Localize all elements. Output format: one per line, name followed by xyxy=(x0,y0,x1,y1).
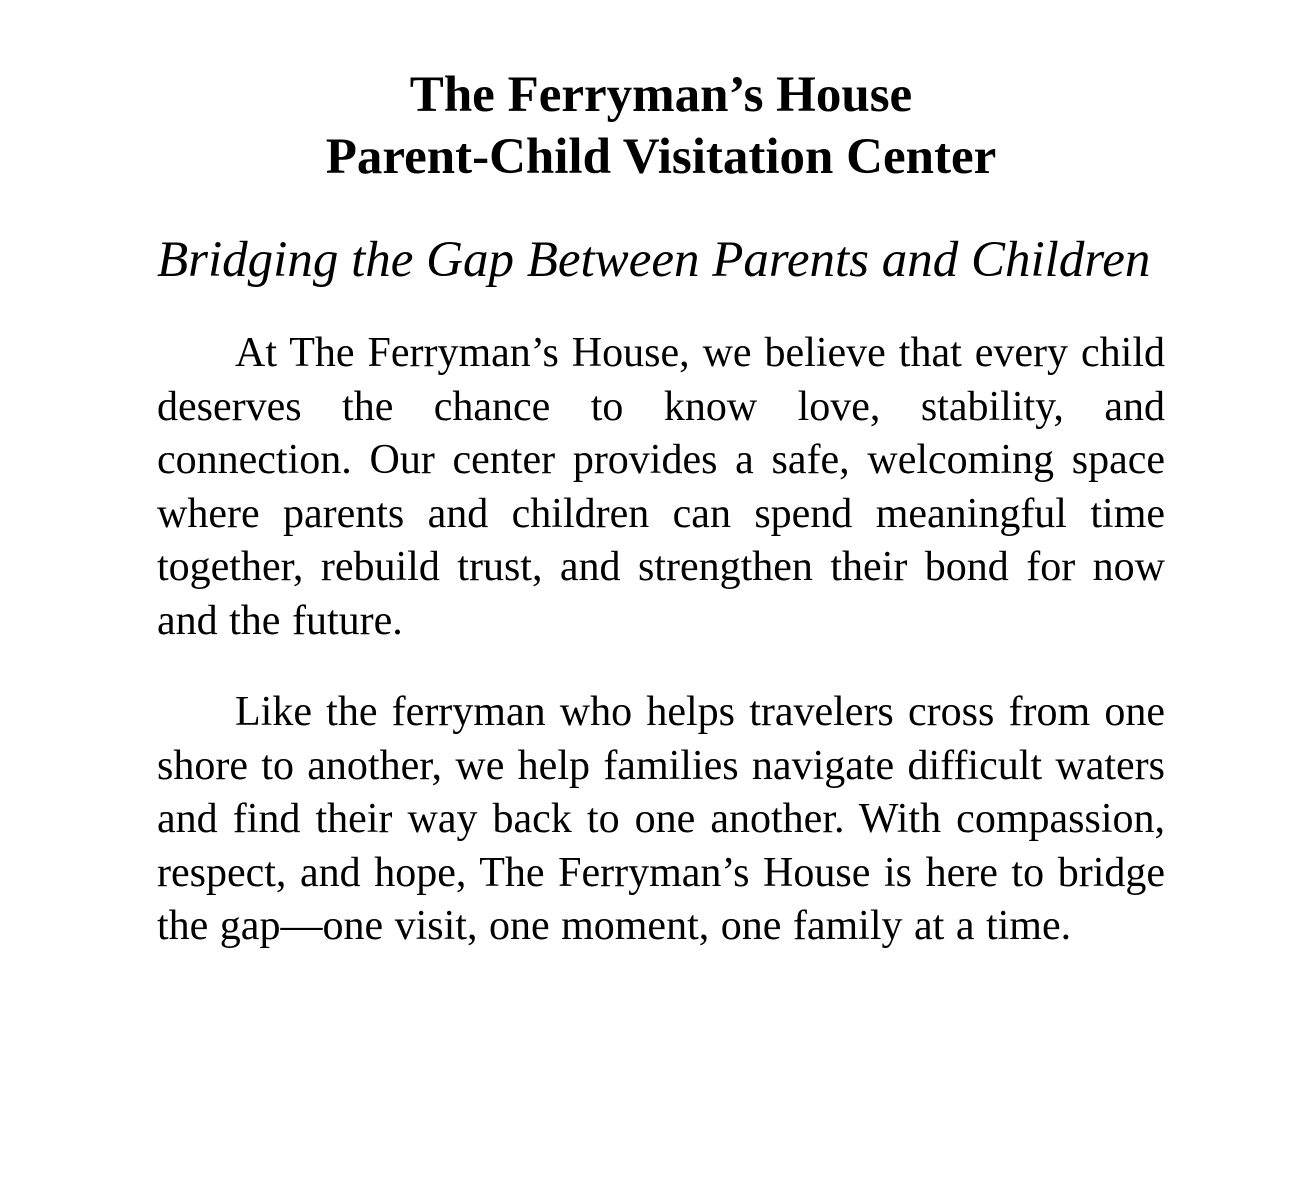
paragraph-mission: At The Ferryman’s House, we believe that every child deserves the chance to know love, stability, and connection. Our center provides a safe, welcoming space where parents and children can spend meaningful time together, rebuild trust, and strengthen their bond for now and the future. xyxy=(157,330,1165,644)
document-title xyxy=(157,64,1165,188)
paragraph-ferryman-metaphor: Like the ferryman who helps travelers cross from one shore to another, we help families navigate difficult waters and find their way back to one another. With compassion, respect, and hope, The Ferryman’s House is here to bridge the gap—one visit, one moment, one family at a time. xyxy=(157,689,1165,949)
document-subtitle: Bridging the Gap Between Parents and Children xyxy=(157,232,1151,288)
title-line-1: The Ferryman’s House xyxy=(409,67,913,123)
title-line-2: Parent-Child Visitation Center xyxy=(325,129,997,185)
